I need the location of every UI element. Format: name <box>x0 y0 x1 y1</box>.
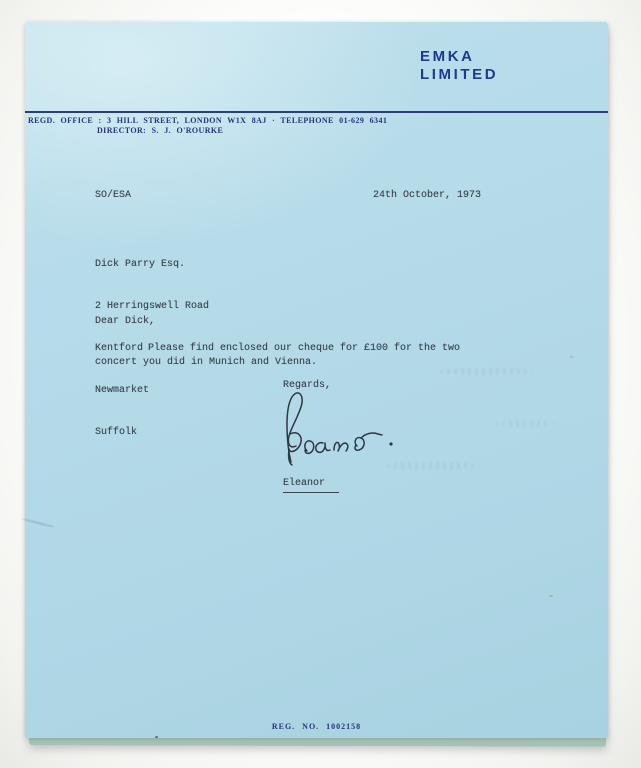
recipient-city: Newmarket <box>95 385 150 396</box>
registration-number: REG. NO. 1002158 <box>271 722 362 731</box>
salutation: Dear Dick, <box>95 316 156 327</box>
paper-speck <box>549 595 553 597</box>
letter-sheet <box>25 22 608 738</box>
typed-signature-name: Eleanor <box>283 477 339 493</box>
body-line-2: concert you did in Munich and Vienna. <box>95 357 318 368</box>
show-through-smudge <box>440 368 532 375</box>
director-line: DIRECTOR: S. J. O'ROURKE <box>97 125 224 135</box>
company-name-line1: EMKA <box>420 48 475 65</box>
letterhead-details <box>28 116 387 135</box>
paper-speck <box>570 356 573 358</box>
company-name-line2: LIMITED <box>420 66 499 83</box>
recipient-street: 2 Herringswell Road <box>95 301 210 312</box>
letter-date: 24th October, 1973 <box>373 190 482 201</box>
show-through-smudge <box>495 420 553 427</box>
recipient-name: Dick Parry Esq. <box>95 259 186 270</box>
paper-speck <box>155 736 158 738</box>
company-logo <box>420 48 498 84</box>
recipient-town: Kentford <box>95 343 144 354</box>
closing: Regards, <box>283 380 332 391</box>
regd-office-line: REGD. OFFICE : 3 HILL STREET, LONDON W1X 8AJ · TELEPHONE 01-629 6341 <box>28 116 388 125</box>
recipient-county: Suffolk <box>95 427 138 438</box>
paper-crease <box>21 518 54 528</box>
body-line-1: Please find enclosed our cheque for £100 for the two <box>148 343 461 354</box>
show-through-smudge <box>387 462 475 470</box>
letterhead-rule <box>25 111 608 113</box>
reference-code: SO/ESA <box>95 190 132 201</box>
